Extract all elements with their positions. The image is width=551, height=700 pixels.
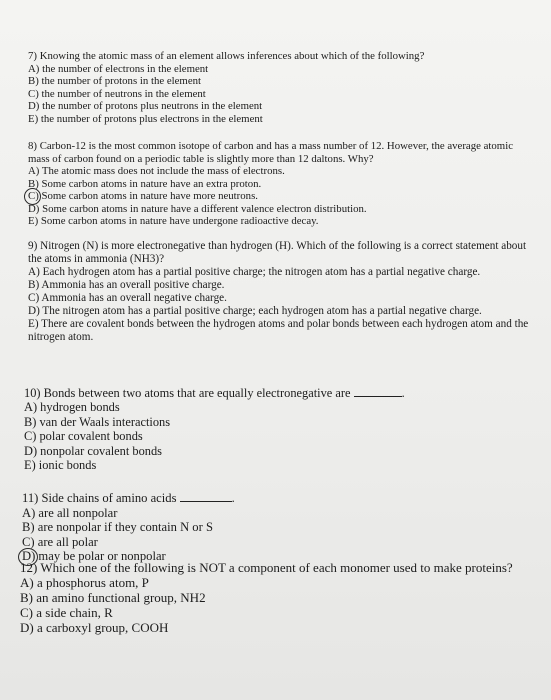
option-c: C) polar covalent bonds [24, 429, 143, 444]
option-e: E) Some carbon atoms in nature have undergone radioactive decay. [28, 215, 319, 228]
question-9 [28, 240, 535, 344]
question-stem: 11) Side chains of amino acids [22, 491, 177, 505]
question-12 [20, 560, 535, 635]
question-11 [22, 491, 535, 564]
option-c: C) Ammonia has an overall negative charge. [28, 291, 227, 304]
answer-blank [354, 395, 402, 397]
option-d-text: D) may be polar or nonpolar [22, 549, 166, 564]
option-e: E) ionic bonds [24, 457, 97, 472]
option-d: D) Some carbon atoms in nature have a different valence electron distribution. [28, 202, 367, 215]
option-c: C) the number of neutrons in the element [28, 87, 206, 100]
option-b: B) van der Waals interactions [24, 414, 171, 429]
question-stem: 9) Nitrogen (N) is more electronegative than hydrogen (H). Which of the following is a correct statement about the atoms in ammonia (NH3)? [28, 240, 527, 265]
option-c: C) a side chain, R [20, 605, 113, 621]
option-c-text: C) Some carbon atoms in nature have more neutrons. [28, 190, 258, 203]
option-a: A) are all nonpolar [22, 505, 118, 520]
question-7 [28, 50, 535, 125]
option-a: A) The atomic mass does not include the mass of electrons. [28, 165, 285, 178]
option-c-text: C) are all polar [22, 534, 98, 549]
option-b-text: B) Some carbon atoms in nature have an extra proton. [28, 177, 262, 190]
option-b [28, 178, 535, 191]
option-d: D) a carboxyl group, COOH [20, 620, 169, 636]
question-10 [24, 386, 535, 472]
question-8 [28, 140, 535, 228]
option-a: A) a phosphorus atom, P [20, 575, 149, 591]
option-d: D) The nitrogen atom has a partial positive charge; each hydrogen atom has a partial negative charge. [28, 304, 482, 317]
option-b: B) the number of protons in the element [28, 75, 202, 88]
question-stem-row: 10) Bonds between two atoms that are equally electronegative are . [24, 386, 405, 400]
option-b: B) Ammonia has an overall positive charge. [28, 278, 225, 291]
option-a: A) Each hydrogen atom has a partial positive charge; the nitrogen atom has a partial negative charge. [28, 265, 481, 278]
option-b: B) are nonpolar if they contain N or S [22, 520, 213, 535]
question-stem: 10) Bonds between two atoms that are equally electronegative are [24, 386, 351, 400]
option-e: E) There are covalent bonds between the hydrogen atoms and polar bonds between each hydrogen atom and the nitrogen atom. [28, 317, 529, 343]
option-a: A) the number of electrons in the element [28, 62, 209, 75]
option-a: A) hydrogen bonds [24, 400, 120, 415]
option-d: D) nonpolar covalent bonds [24, 443, 162, 458]
question-stem: 12) Which one of the following is NOT a component of each monomer used to make proteins? [20, 560, 513, 575]
question-stem: 7) Knowing the atomic mass of an element allows inferences about which of the following? [28, 50, 425, 62]
option-c [22, 535, 535, 550]
option-e: E) the number of protons plus electrons in the element [28, 112, 263, 125]
question-stem: 8) Carbon-12 is the most common isotope of carbon and has a mass number of 12. However, the average atomic mass of carbon found on a periodic table is slightly more than 12 daltons. Why? [28, 140, 513, 165]
option-b: B) an amino functional group, NH2 [20, 590, 206, 606]
option-c [28, 190, 535, 203]
question-stem-row: 11) Side chains of amino acids . [22, 491, 235, 505]
answer-blank [180, 500, 232, 502]
option-d: D) the number of protons plus neutrons in the element [28, 100, 263, 113]
